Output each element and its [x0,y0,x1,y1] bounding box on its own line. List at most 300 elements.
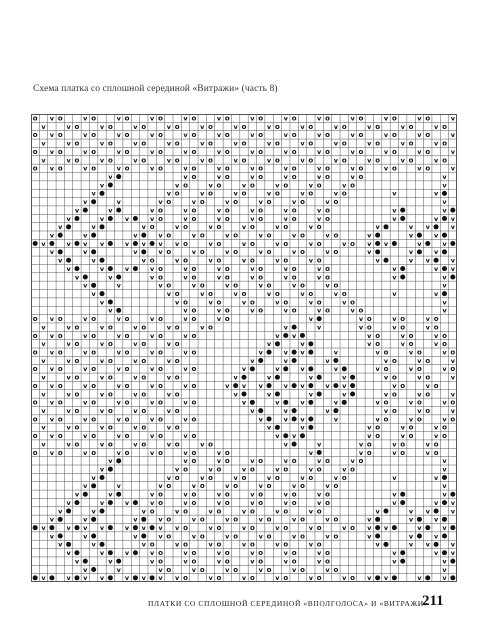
stitch-v-symbol: v [433,473,439,482]
stitch-v-symbol: v [49,114,55,123]
stitch-o-symbol: o [258,498,264,507]
stitch-v-symbol: v [392,214,397,223]
stitch-bullet-symbol [99,258,104,263]
stitch-o-symbol: o [158,348,163,357]
stitch-o-symbol: o [224,448,230,457]
stitch-o-symbol: o [149,256,155,265]
stitch-v-symbol: v [317,306,322,315]
stitch-v-symbol: v [308,181,313,190]
stitch-v-symbol: v [66,524,71,533]
stitch-bullet-symbol [317,391,322,396]
stitch-v-symbol: v [66,407,71,416]
stitch-o-symbol: o [258,214,264,223]
stitch-o-symbol: o [191,315,197,324]
stitch-o-symbol: o [208,122,213,131]
stitch-o-symbol: o [308,156,314,165]
stitch-v-symbol: v [116,415,121,424]
stitch-v-symbol: v [99,298,105,307]
stitch-o-symbol: o [191,131,197,140]
stitch-o-symbol: o [425,356,431,365]
stitch-o-symbol: o [32,315,38,324]
stitch-v-symbol: v [417,390,422,399]
stitch-o-symbol: o [417,398,422,407]
stitch-bullet-symbol [99,542,104,547]
stitch-v-symbol: v [216,114,222,123]
stitch-v-symbol: v [367,231,372,240]
stitch-v-symbol: v [108,306,113,315]
stitch-v-symbol: v [200,473,205,482]
stitch-o-symbol: o [442,432,447,441]
stitch-bullet-symbol [58,233,63,238]
stitch-o-symbol: o [158,490,163,499]
stitch-o-symbol: o [158,206,163,215]
stitch-v-symbol: v [283,457,288,466]
stitch-v-symbol: v [300,365,305,374]
stitch-v-symbol: v [283,490,288,499]
stitch-o-symbol: o [266,248,272,257]
stitch-v-symbol: v [342,373,347,382]
stitch-v-symbol: v [325,515,330,524]
stitch-v-symbol: v [317,147,322,156]
stitch-o-symbol: o [208,290,213,299]
stitch-v-symbol: v [149,432,155,441]
stitch-o-symbol: o [158,147,163,156]
stitch-bullet-symbol [83,208,88,213]
stitch-v-symbol: v [225,198,230,207]
stitch-v-symbol: v [149,147,155,156]
stitch-o-symbol: o [57,398,63,407]
stitch-o-symbol: o [325,557,330,566]
stitch-o-symbol: o [199,231,205,240]
stitch-o-symbol: o [216,524,222,533]
stitch-v-symbol: v [383,131,389,140]
stitch-v-symbol: v [250,549,255,558]
stitch-v-symbol: v [283,306,288,315]
stitch-v-symbol: v [408,398,414,407]
stitch-v-symbol: v [400,331,405,340]
stitch-v-symbol: v [325,381,330,390]
stitch-v-symbol: v [216,214,222,223]
stitch-v-symbol: v [91,507,96,516]
stitch-v-symbol: v [91,256,96,265]
stitch-bullet-symbol [442,191,447,196]
stitch-v-symbol: v [116,331,121,340]
stitch-o-symbol: o [224,315,230,324]
stitch-v-symbol: v [250,557,255,566]
stitch-o-symbol: o [183,465,188,474]
stitch-o-symbol: o [450,348,456,357]
stitch-v-symbol: v [66,373,71,382]
stitch-o-symbol: o [74,373,80,382]
stitch-o-symbol: o [266,532,272,541]
stitch-v-symbol: v [74,557,80,566]
knitting-chart [31,114,457,582]
stitch-bullet-symbol [442,475,447,480]
stitch-v-symbol: v [158,231,163,240]
stitch-bullet-symbol [267,417,272,422]
stitch-v-symbol: v [83,281,88,290]
stitch-o-symbol: o [350,298,355,307]
stitch-o-symbol: o [358,131,364,140]
stitch-v-symbol: v [124,239,130,248]
stitch-v-symbol: v [116,164,121,173]
stitch-v-symbol: v [133,532,138,541]
stitch-v-symbol: v [99,423,105,432]
stitch-bullet-symbol [108,266,113,271]
stitch-v-symbol: v [149,315,155,324]
stitch-v-symbol: v [283,206,288,215]
stitch-o-symbol: o [258,306,264,315]
stitch-v-symbol: v [183,306,188,315]
stitch-o-symbol: o [174,356,180,365]
stitch-o-symbol: o [166,532,172,541]
stitch-v-symbol: v [99,549,105,558]
stitch-v-symbol: v [83,482,88,491]
stitch-o-symbol: o [124,365,130,374]
stitch-v-symbol: v [41,407,46,416]
stitch-o-symbol: o [258,206,264,215]
stitch-v-symbol: v [149,490,155,499]
stitch-bullet-symbol [241,391,246,396]
stitch-v-symbol: v [91,290,96,299]
stitch-v-symbol: v [375,540,380,549]
stitch-o-symbol: o [283,239,289,248]
stitch-v-symbol: v [266,423,272,432]
stitch-v-symbol: v [250,498,255,507]
stitch-o-symbol: o [174,189,180,198]
stitch-bullet-symbol [375,241,380,246]
stitch-v-symbol: v [133,323,138,332]
stitch-v-symbol: v [408,365,414,374]
stitch-bullet-symbol [108,216,113,221]
stitch-v-symbol: v [442,457,447,466]
stitch-bullet-symbol [417,233,422,238]
stitch-v-symbol: v [83,415,88,424]
stitch-o-symbol: o [308,290,314,299]
stitch-o-symbol: o [408,423,414,432]
stitch-v-symbol: v [99,156,105,165]
stitch-o-symbol: o [32,147,38,156]
stitch-bullet-symbol [442,216,447,221]
stitch-o-symbol: o [199,281,205,290]
stitch-v-symbol: v [275,298,280,307]
stitch-v-symbol: v [166,290,171,299]
stitch-v-symbol: v [166,189,171,198]
stitch-o-symbol: o [233,532,239,541]
stitch-bullet-symbol [442,500,447,505]
stitch-o-symbol: o [141,139,147,148]
stitch-o-symbol: o [308,139,314,148]
stitch-v-symbol: v [141,524,146,533]
stitch-v-symbol: v [350,114,355,123]
stitch-o-symbol: o [291,214,297,223]
stitch-v-symbol: v [275,181,280,190]
stitch-v-symbol: v [91,473,96,482]
stitch-v-symbol: v [108,557,113,566]
stitch-v-symbol: v [266,373,272,382]
stitch-o-symbol: o [258,147,264,156]
stitch-v-symbol: v [108,490,113,499]
stitch-v-symbol: v [241,181,247,190]
stitch-o-symbol: o [57,315,63,324]
stitch-v-symbol: v [191,515,197,524]
stitch-v-symbol: v [49,315,55,324]
stitch-v-symbol: v [175,181,180,190]
stitch-o-symbol: o [233,515,239,524]
stitch-v-symbol: v [83,398,88,407]
stitch-v-symbol: v [49,432,55,441]
stitch-v-symbol: v [325,198,330,207]
stitch-o-symbol: o [191,457,197,466]
stitch-o-symbol: o [383,398,389,407]
stitch-v-symbol: v [375,398,380,407]
stitch-v-symbol: v [283,557,288,566]
stitch-o-symbol: o [325,206,330,215]
stitch-v-symbol: v [383,356,389,365]
stitch-v-symbol: v [450,498,455,507]
stitch-o-symbol: o [141,440,147,449]
stitch-v-symbol: v [208,239,213,248]
stitch-bullet-symbol [116,458,121,463]
stitch-o-symbol: o [191,432,197,441]
stitch-bullet-symbol [74,216,79,221]
stitch-v-symbol: v [58,223,63,232]
stitch-v-symbol: v [124,524,130,533]
stitch-o-symbol: o [183,574,188,582]
stitch-v-symbol: v [367,432,372,441]
stitch-bullet-symbol [74,550,79,555]
stitch-o-symbol: o [433,448,439,457]
stitch-v-symbol: v [425,315,430,324]
stitch-v-symbol: v [225,532,230,541]
stitch-bullet-symbol [425,575,430,580]
stitch-v-symbol: v [291,432,297,441]
stitch-v-symbol: v [225,281,230,290]
stitch-bullet-symbol [292,350,297,355]
stitch-o-symbol: o [283,298,289,307]
stitch-v-symbol: v [83,381,88,390]
stitch-o-symbol: o [333,565,339,574]
stitch-v-symbol: v [49,398,55,407]
stitch-o-symbol: o [241,290,247,299]
stitch-v-symbol: v [83,114,88,123]
stitch-v-symbol: v [108,273,113,282]
stitch-bullet-symbol [308,400,313,405]
stitch-v-symbol: v [392,448,397,457]
stitch-o-symbol: o [158,498,163,507]
stitch-bullet-symbol [450,559,455,564]
stitch-v-symbol: v [442,465,447,474]
stitch-o-symbol: o [32,432,38,441]
stitch-o-symbol: o [241,473,247,482]
stitch-o-symbol: o [258,273,264,282]
stitch-o-symbol: o [283,223,289,232]
stitch-o-symbol: o [442,139,447,148]
stitch-o-symbol: o [166,515,172,524]
stitch-o-symbol: o [191,549,197,558]
stitch-v-symbol: v [450,114,455,123]
stitch-o-symbol: o [283,574,289,582]
stitch-o-symbol: o [275,290,280,299]
stitch-o-symbol: o [224,498,230,507]
stitch-v-symbol: v [133,356,138,365]
stitch-v-symbol: v [99,373,105,382]
stitch-v-symbol: v [183,206,188,215]
stitch-o-symbol: o [258,131,264,140]
stitch-o-symbol: o [191,264,197,273]
stitch-o-symbol: o [32,448,38,457]
stitch-bullet-symbol [141,249,146,254]
stitch-v-symbol: v [124,264,130,273]
stitch-v-symbol: v [149,398,155,407]
stitch-bullet-symbol [91,199,96,204]
stitch-v-symbol: v [275,239,280,248]
stitch-o-symbol: o [300,248,305,257]
stitch-v-symbol: v [308,373,313,382]
stitch-v-symbol: v [175,524,180,533]
stitch-v-symbol: v [241,524,247,533]
stitch-o-symbol: o [158,264,163,273]
stitch-v-symbol: v [149,273,155,282]
stitch-v-symbol: v [358,323,364,332]
stitch-v-symbol: v [291,248,297,257]
stitch-v-symbol: v [375,507,380,516]
stitch-v-symbol: v [175,223,180,232]
stitch-o-symbol: o [241,122,247,131]
stitch-v-symbol: v [442,281,447,290]
stitch-v-symbol: v [258,231,263,240]
stitch-v-symbol: v [266,156,272,165]
stitch-v-symbol: v [417,164,422,173]
stitch-v-symbol: v [308,315,313,324]
stitch-v-symbol: v [300,398,305,407]
stitch-v-symbol: v [291,281,297,290]
stitch-v-symbol: v [450,390,455,399]
stitch-bullet-symbol [308,350,313,355]
stitch-v-symbol: v [258,348,263,357]
stitch-bullet-symbol [317,316,322,321]
stitch-bullet-symbol [292,408,297,413]
stitch-v-symbol: v [83,164,88,173]
stitch-bullet-symbol [383,508,388,513]
stitch-bullet-symbol [292,442,297,447]
stitch-v-symbol: v [83,574,88,582]
stitch-v-symbol: v [408,348,414,357]
stitch-bullet-symbol [275,425,280,430]
stitch-o-symbol: o [174,373,180,382]
stitch-v-symbol: v [158,565,163,574]
stitch-v-symbol: v [317,498,322,507]
stitch-v-symbol: v [116,482,121,491]
stitch-v-symbol: v [241,398,247,407]
stitch-v-symbol: v [442,365,447,374]
stitch-v-symbol: v [108,206,113,215]
stitch-v-symbol: v [283,273,288,282]
stitch-v-symbol: v [166,323,171,332]
stitch-v-symbol: v [308,390,313,399]
stitch-o-symbol: o [316,298,322,307]
stitch-v-symbol: v [83,239,88,248]
stitch-v-symbol: v [191,532,197,541]
stitch-o-symbol: o [400,323,406,332]
stitch-v-symbol: v [425,540,430,549]
stitch-o-symbol: o [199,532,205,541]
stitch-v-symbol: v [392,264,397,273]
stitch-v-symbol: v [258,515,263,524]
stitch-v-symbol: v [325,482,330,491]
stitch-v-symbol: v [99,356,105,365]
stitch-o-symbol: o [391,356,397,365]
stitch-o-symbol: o [224,306,230,315]
stitch-o-symbol: o [258,114,264,123]
stitch-v-symbol: v [250,147,255,156]
stitch-v-symbol: v [283,348,288,357]
stitch-o-symbol: o [291,131,297,140]
stitch-o-symbol: o [266,565,272,574]
stitch-o-symbol: o [183,223,188,232]
stitch-v-symbol: v [49,381,55,390]
stitch-v-symbol: v [383,373,389,382]
stitch-v-symbol: v [367,331,372,340]
stitch-v-symbol: v [400,139,405,148]
stitch-o-symbol: o [107,440,113,449]
stitch-bullet-symbol [283,366,288,371]
stitch-v-symbol: v [392,490,397,499]
stitch-v-symbol: v [342,381,347,390]
stitch-v-symbol: v [367,340,372,349]
stitch-o-symbol: o [158,398,163,407]
stitch-v-symbol: v [241,298,247,307]
stitch-v-symbol: v [433,231,439,240]
stitch-o-symbol: o [283,540,289,549]
stitch-o-symbol: o [208,156,213,165]
stitch-v-symbol: v [91,223,96,232]
stitch-v-symbol: v [325,281,330,290]
stitch-o-symbol: o [325,173,330,182]
stitch-v-symbol: v [141,507,146,516]
stitch-v-symbol: v [291,331,297,340]
stitch-v-symbol: v [175,298,180,307]
stitch-v-symbol: v [241,574,247,582]
stitch-o-symbol: o [191,348,197,357]
stitch-v-symbol: v [433,432,439,441]
stitch-v-symbol: v [308,524,313,533]
stitch-v-symbol: v [408,515,414,524]
stitch-o-symbol: o [57,331,63,340]
stitch-v-symbol: v [74,206,80,215]
stitch-o-symbol: o [425,390,431,399]
stitch-v-symbol: v [158,515,163,524]
stitch-bullet-symbol [116,208,121,213]
stitch-o-symbol: o [107,356,113,365]
stitch-o-symbol: o [158,557,163,566]
stitch-v-symbol: v [124,549,130,558]
stitch-v-symbol: v [108,457,113,466]
stitch-v-symbol: v [49,532,55,541]
stitch-v-symbol: v [408,256,414,265]
stitch-bullet-symbol [450,525,455,530]
stitch-v-symbol: v [433,248,439,257]
stitch-o-symbol: o [408,156,414,165]
stitch-v-symbol: v [91,540,96,549]
stitch-o-symbol: o [158,381,163,390]
stitch-v-symbol: v [149,164,155,173]
stitch-v-symbol: v [300,340,305,349]
stitch-bullet-symbol [66,508,71,513]
stitch-o-symbol: o [91,131,97,140]
stitch-o-symbol: o [283,524,289,533]
stitch-v-symbol: v [250,206,255,215]
